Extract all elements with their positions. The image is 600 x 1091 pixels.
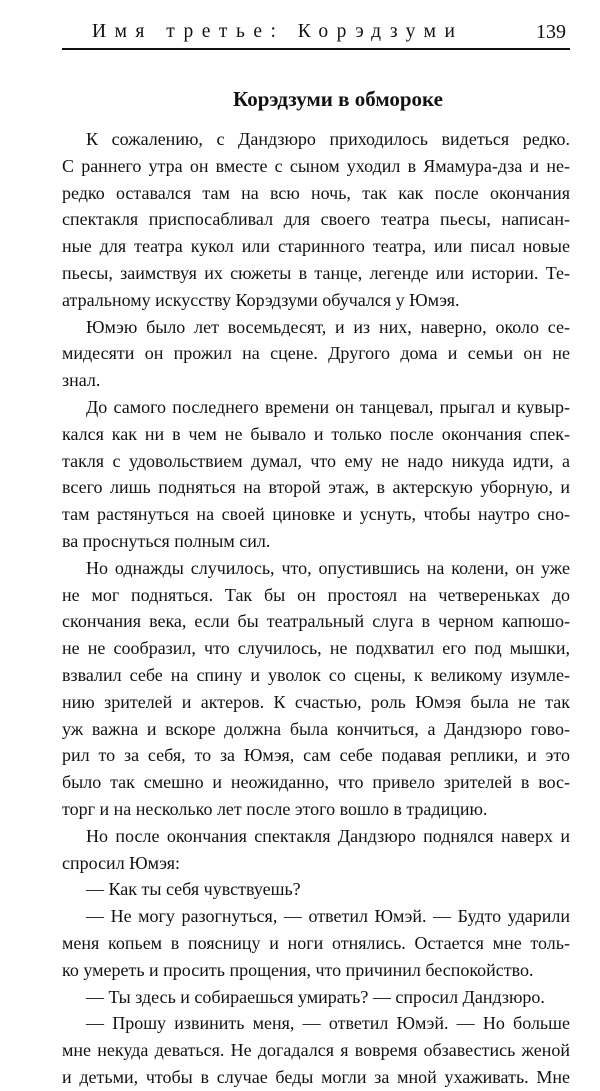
text-line: — Прошу извинить меня, — ответил Юмэй. — Но больше: [86, 1013, 570, 1034]
text-line: — Как ты себя чувствуешь?: [86, 879, 301, 900]
text-line: спросил Юмэя:: [62, 852, 181, 873]
text-line: и детьми, чтобы в случае беды могли за мной ухаживать. Мне: [62, 1066, 570, 1087]
text-line: не мог подняться. Так бы он простоял на четвереньках до: [62, 584, 570, 605]
text-line: ва проснуться полным сил.: [62, 530, 271, 551]
text-line: Юмэю было лет восемьдесят, и из них, наверно, около се-: [86, 316, 570, 337]
body-text: [62, 126, 570, 1091]
text-line: атральному искусству Корэдзуми обучался у Юмэя.: [62, 289, 460, 310]
text-line: редко оставался там на всю ночь, так как после окончания: [62, 182, 570, 203]
text-line: С раннего утра он вместе с сыном уходил в Ямамура-дза и не-: [62, 155, 570, 176]
text-line: До самого последнего времени он танцевал, прыгал и кувыр-: [86, 396, 570, 417]
running-title: Имя третье: Корэдзуми: [92, 21, 464, 42]
text-line: рил то за себя, то за Юмэя, сам себе подавая реплики, и это: [62, 745, 570, 766]
text-line: — Ты здесь и собираешься умирать? — спросил Дандзюро.: [86, 986, 545, 1007]
text-line: взвалил себе на спину и уволок со сцены, к великому изумле-: [62, 664, 570, 685]
text-line: ные для театра кукол или старинного театра, или писал новые: [62, 236, 570, 257]
text-line: там растянуться на своей циновке и уснуть, чтобы наутро сно-: [62, 504, 570, 525]
text-line: такля с удовольствием думал, что ему не надо никуда идти, а: [62, 450, 570, 471]
text-line: меня копьем в поясницу и ноги отнялись. Остается мне толь-: [62, 932, 570, 953]
text-line: Но после окончания спектакля Дандзюро поднялся наверх и: [86, 825, 570, 846]
page-number: 139: [536, 21, 566, 43]
book-page: [62, 0, 570, 1087]
text-line: всего лишь подняться на второй этаж, в актерскую уборную, и: [62, 477, 570, 498]
text-line: нию зрителей и актеров. К счастью, роль Юмэя была не так: [62, 691, 570, 712]
text-line: скончания века, если бы театральный слуга в черном капюшо-: [62, 611, 570, 632]
text-line: не не сообразил, что случилось, не подхватил его под мышки,: [62, 638, 570, 659]
chapter-title: [62, 86, 570, 112]
chapter-title-text: Корэдзуми в обмороке: [233, 87, 443, 111]
text-line: Но однажды случилось, что, опустившись на колени, он уже: [86, 557, 570, 578]
text-line: пьесы, заимствуя их сюжеты в танце, легенде или истории. Те-: [62, 262, 570, 283]
text-line: ко умереть и просить прощения, что причинил беспокойство.: [62, 959, 534, 980]
text-line: мне некуда деваться. Не догадался я вовремя обзавестись женой: [62, 1040, 570, 1061]
text-line: спектакля приспосабливал для своего театра пьесы, написан-: [62, 209, 570, 230]
text-line: К сожалению, с Дандзюро приходилось видеться редко.: [86, 129, 570, 149]
text-line: торг и на несколько лет после этого вошло в традицию.: [62, 798, 488, 819]
text-line: кался как ни в чем не бывало и только после окончания спек-: [62, 423, 570, 444]
text-line: мидесяти он прожил на сцене. Другого дома и семьи он не: [62, 343, 570, 364]
text-line: уж важна и вскоре должна была кончиться, а Дандзюро гово-: [62, 718, 570, 739]
text-line: — Не могу разогнуться, — ответил Юмэй. — Будто ударили: [86, 906, 570, 927]
text-line: было так смешно и неожиданно, что привело зрителей в вос-: [62, 772, 570, 793]
text-line: знал.: [62, 370, 101, 391]
running-header: [62, 20, 570, 50]
